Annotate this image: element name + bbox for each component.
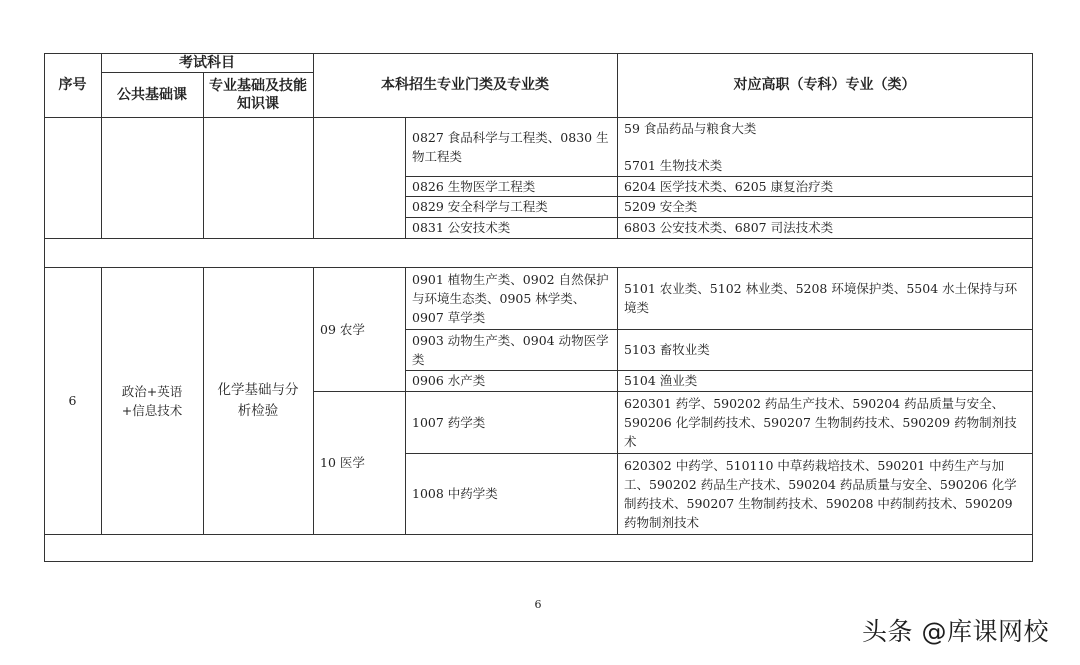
header-seq: 序号 [58, 77, 87, 93]
undergrad-cell: 0901 植物生产类、0902 自然保护与环境生态类、0905 林学类、0907 草学类 [412, 271, 609, 325]
category-agriculture: 09 农学 [320, 321, 365, 337]
undergrad-cell: 1008 中药学类 [412, 486, 498, 501]
undergrad-cell: 0829 安全科学与工程类 [412, 199, 548, 214]
undergrad-cell: 0903 动物生产类、0904 动物医学类 [412, 332, 609, 367]
vocational-cell: 59 食品药品与粮食大类 [624, 120, 757, 136]
vocational-cell: 5701 生物技术类 [624, 157, 723, 173]
header-vocational-major: 对应高职（专科）专业（类） [733, 77, 916, 93]
page-number: 6 [534, 598, 542, 611]
row-seq-number: 6 [68, 393, 77, 408]
header-professional-course: 专业基础及技能知识课 [209, 77, 307, 112]
vocational-cell: 5101 农业类、5102 林业类、5208 环境保护类、5504 水土保持与环境类 [624, 281, 1018, 315]
undergrad-cell: 0831 公安技术类 [412, 220, 511, 235]
vocational-cell: 620301 药学、590202 药品生产技术、590204 药品质量与安全、590206 化学制药技术、590207 生物制药技术、590209 药物制剂技术 [624, 395, 1017, 449]
vocational-cell: 5104 渔业类 [624, 373, 698, 388]
undergrad-cell: 0827 食品科学与工程类、0830 生物工程类 [412, 129, 609, 164]
undergrad-cell: 0826 生物医学工程类 [412, 178, 536, 194]
professional-course-cell: 化学基础与分析检验 [217, 381, 299, 419]
vocational-cell: 620302 中药学、510110 中草药栽培技术、590201 中药生产与加工、590202 药品生产技术、590204 药品质量与安全、590206 化学制药技术、590207 生物制药技术、590208 中药制药技术、590209 药物制剂技术 [624, 457, 1017, 530]
vocational-cell: 5103 畜牧业类 [624, 342, 710, 357]
undergrad-cell: 0906 水产类 [412, 373, 486, 388]
vocational-cell: 6204 医学技术类、6205 康复治疗类 [624, 178, 834, 194]
vocational-cell: 5209 安全类 [624, 199, 698, 214]
watermark: 头条 @库课网校 [862, 617, 1049, 646]
category-medicine: 10 医学 [320, 455, 365, 470]
undergrad-cell: 1007 药学类 [412, 414, 486, 430]
vocational-cell: 6803 公安技术类、6807 司法技术类 [624, 220, 834, 235]
header-exam-subjects: 考试科目 [179, 54, 235, 71]
public-course-cell: 政治+英语+信息技术 [121, 383, 183, 418]
header-undergrad-category: 本科招生专业门类及专业类 [381, 77, 549, 93]
header-public-course: 公共基础课 [117, 86, 187, 103]
